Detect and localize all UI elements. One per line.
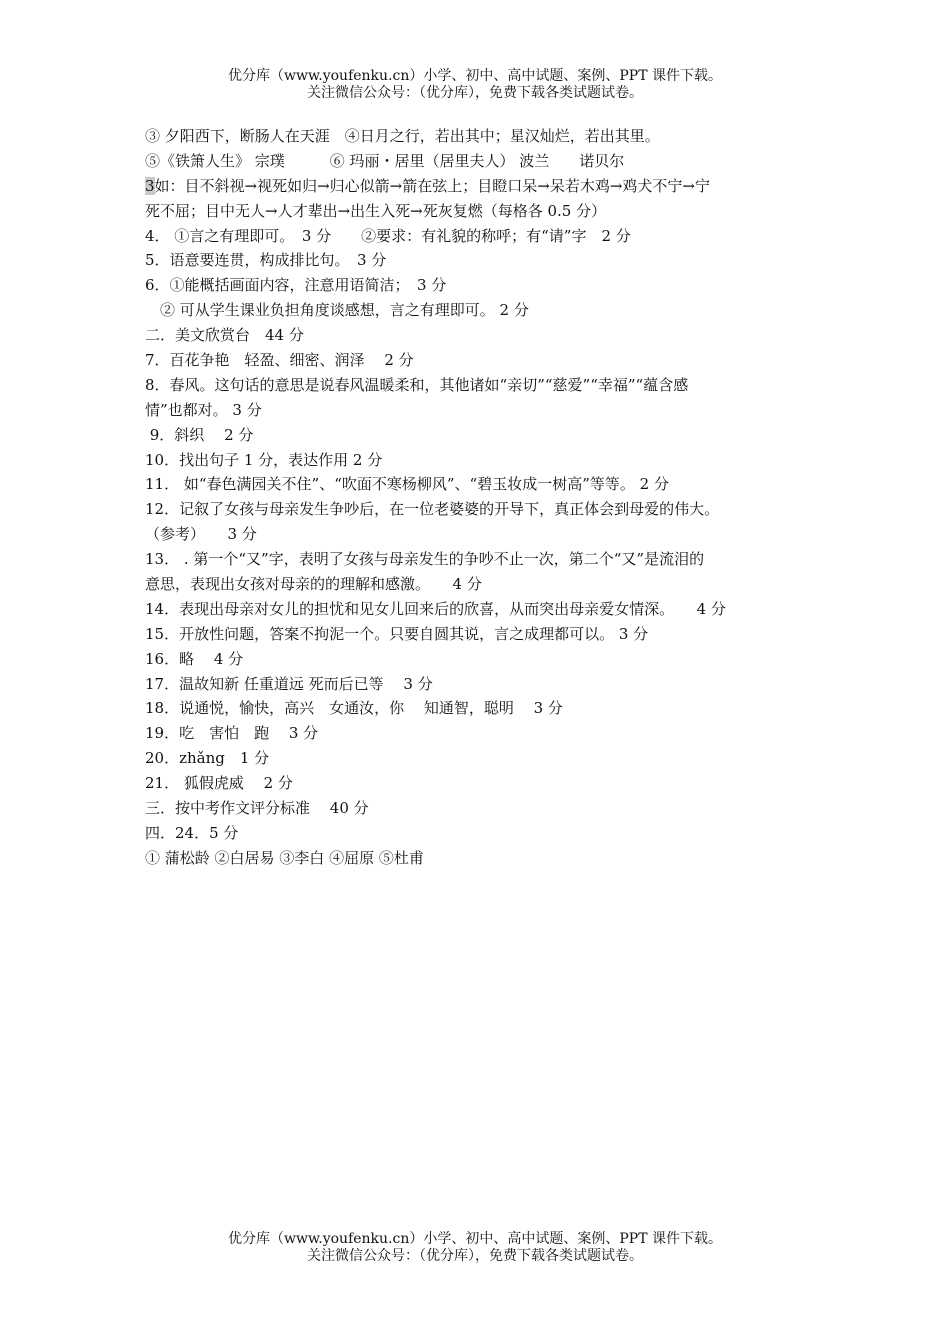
text-line: 6．①能概括画面内容，注意用语简洁； 3 分 bbox=[145, 276, 447, 295]
text-line: 4． ①言之有理即可。 3 分 ②要求：有礼貌的称呼；有“请”字 2 分 bbox=[145, 226, 631, 245]
section-heading: 二．美文欣赏台 44 分 bbox=[145, 326, 304, 345]
text-line: ① 蒲松龄 ②白居易 ③李白 ④屈原 ⑤杜甫 bbox=[145, 848, 424, 867]
text-line: ⑤《铁箫人生》 宗璞 ⑥ 玛丽・居里（居里夫人） 波兰 诺贝尔 bbox=[145, 151, 625, 170]
text-line: 18．说通悦，愉快，高兴 女通汝，你 知通智，聪明 3 分 bbox=[145, 699, 563, 718]
text-line: ② 可从学生课业负担角度谈感想，言之有理即可。 2 分 bbox=[145, 301, 529, 320]
text-line: 17．温故知新 任重道远 死而后已等 3 分 bbox=[145, 674, 433, 693]
footer-line-1: 优分库（www.youfenku.cn）小学、初中、高中试题、案例、PPT 课件下载。 bbox=[227, 1231, 722, 1247]
text-line: 5．语意要连贯，构成排比句。 3 分 bbox=[145, 251, 387, 270]
text-line: ③ 夕阳西下，断肠人在天涯 ④日月之行，若出其中；星汉灿烂，若出其里。 bbox=[145, 127, 660, 145]
text-line: 11． 如“春色满园关不住”、“吹面不寒杨柳风”、“碧玉妆成一树高”等等。 2 分 bbox=[145, 475, 669, 494]
text-line: 7．百花争艳 轻盈、细密、润泽 2 分 bbox=[145, 351, 414, 370]
header-line-2: 关注微信公众号：（优分库），免费下载各类试题试卷。 bbox=[307, 85, 643, 101]
text-line: 10．找出句子 1 分，表达作用 2 分 bbox=[145, 450, 383, 469]
text-line: 12．记叙了女孩与母亲发生争吵后，在一位老婆婆的开导下，真正体会到母爱的伟大。 bbox=[145, 500, 720, 519]
page-footer bbox=[0, 1231, 950, 1265]
text-line: 13． . 第一个“又”字，表明了女孩与母亲发生的争吵不止一次，第二个“又”是流泪的 bbox=[145, 550, 705, 569]
text-line: （参考） 3 分 bbox=[145, 525, 257, 544]
text-line: 9．斜织 2 分 bbox=[145, 425, 254, 444]
text-line: 情”也都对。 3 分 bbox=[145, 400, 262, 419]
answer-text bbox=[145, 124, 810, 871]
page-header bbox=[0, 68, 950, 102]
text-line: 死不屈；目中无人→人才辈出→出生入死→死灰复燃（每格各 0.5 分） bbox=[145, 201, 607, 220]
text-line bbox=[145, 174, 810, 199]
section-heading: 三．按中考作文评分标准 40 分 bbox=[145, 799, 369, 818]
highlighted-number: 3 bbox=[145, 176, 155, 195]
text-line: 16．略 4 分 bbox=[145, 649, 244, 668]
text-line: 15．开放性问题，答案不拘泥一个。只要自圆其说，言之成理都可以。 3 分 bbox=[145, 624, 649, 643]
footer-line-2: 关注微信公众号：（优分库），免费下载各类试题试卷。 bbox=[307, 1248, 643, 1264]
section-heading: 四．24．5 分 bbox=[145, 823, 239, 842]
text-line: 19．吃 害怕 跑 3 分 bbox=[145, 724, 319, 743]
text-line: 14．表现出母亲对女儿的担忧和见女儿回来后的欣喜，从而突出母亲爱女情深。 4 分 bbox=[145, 599, 726, 618]
text-line-content: 如：目不斜视→视死如归→归心似箭→箭在弦上；目瞪口呆→呆若木鸡→鸡犬不宁→宁 bbox=[154, 176, 710, 195]
text-line: 意思，表现出女孩对母亲的的理解和感激。 4 分 bbox=[145, 575, 482, 594]
text-line: 21． 狐假虎威 2 分 bbox=[145, 774, 293, 793]
header-line-1: 优分库（www.youfenku.cn）小学、初中、高中试题、案例、PPT 课件下载。 bbox=[227, 68, 722, 84]
text-line: 8．春风。这句话的意思是说春风温暖柔和，其他诸如“亲切”“慈爱”“幸福”“蕴含感 bbox=[145, 375, 689, 394]
text-line: 20．zhǎng 1 分 bbox=[145, 749, 270, 768]
